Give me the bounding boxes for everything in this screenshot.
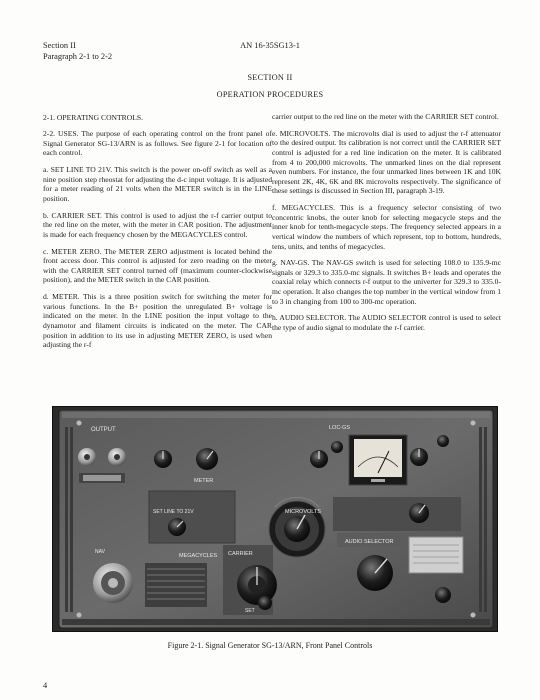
right-column (272, 112, 501, 340)
paragraph: e. MICROVOLTS. The microvolts dial is used to adjust the r-f attenuator to the desired output. Its calibration is not correct until the CARRIER SET control is adjusted for a red line indication on the meter. It is calibrated from 4 to 200,000 microvolts. The unmarked lines on the dial represent even numbers. For instance, the four unmarked lines between 1K and 10K represent 2K, 4K, 6K and 8K microvolts respectively. The significance of these settings is discussed in Section III, paragraph 3-19. (272, 128, 501, 196)
meter-zero-knob[interactable] (154, 450, 172, 468)
front-panel-photo (52, 406, 498, 632)
section-subtitle: OPERATION PROCEDURES (216, 90, 324, 99)
small-knob[interactable] (331, 441, 343, 453)
paragraph: b. CARRIER SET. This control is used to adjust the r-f carrier output to the red line on the meter, with the meter in CAR position. The adjustment is made for each frequency chosen by the MEGACYCLES control. (43, 210, 272, 239)
paragraph: 2-2. USES. The purpose of each operating control on the front panel of Signal Generator SG-13/ARN is as follows. See figure 2-1 for location of each control. (43, 129, 272, 158)
section-title: SECTION II (247, 73, 293, 82)
nav-gs-switch-knob[interactable] (310, 450, 328, 468)
paragraph: h. AUDIO SELECTOR. The AUDIO SELECTOR control is used to select the type of audio signal to modulate the r-f carrier. (272, 313, 501, 333)
header-paragraph: Paragraph 2-1 to 2-2 (43, 51, 113, 61)
microvolts-label: MICROVOLTS (285, 509, 321, 515)
page-number: 4 (43, 681, 48, 690)
set-line-label: SET LINE TO 21V (153, 509, 194, 515)
paragraph: carrier output to the red line on the meter with the CARRIER SET control. (272, 112, 499, 121)
carrier-set-knob[interactable] (258, 596, 272, 610)
paragraph: f. MEGACYCLES. This is a frequency selector consisting of two concentric knobs, the outer knob for selecting megacycle steps and the inner knob for tenth-megacycle steps. The frequency selected appears in a vertical window the numbers of which represent, top to bottom, hundreds, tens, units, and tenths of megacycles. (272, 203, 501, 251)
small-knob[interactable] (437, 435, 449, 447)
lower-vent-grille (145, 563, 207, 607)
header-section: Section II (43, 41, 76, 50)
output-label: OUTPUT (91, 427, 116, 433)
carrier-label: CARRIER (228, 551, 253, 557)
paragraph: 2-1. OPERATING CONTROLS. (43, 113, 143, 122)
meter-label: METER (194, 478, 214, 484)
nav-label: NAV (95, 549, 105, 555)
lower-right-knob[interactable] (435, 587, 451, 603)
tag-plate (409, 537, 463, 573)
front-panel-illustration (53, 407, 498, 632)
audio-selector-knob[interactable] (357, 555, 393, 591)
panel-meter (349, 435, 407, 485)
figure-caption: Figure 2-1. Signal Generator SG-13/ARN, Front Panel Controls (167, 641, 373, 650)
megacycles-knob[interactable] (237, 565, 277, 605)
paragraph: a. SET LINE TO 21V. This switch is the power on-off switch as well as a nine position step rheostat for adjusting the d-c input voltage. It is adjusted for a meter reading of 21 volts when the METER switch is in the LINE position. (43, 165, 272, 203)
audio-selector-label: AUDIO SELECTOR (345, 539, 394, 545)
document-number: AN 16-35SG13-1 (240, 41, 300, 50)
set-label: SET (245, 608, 255, 614)
selector-knob[interactable] (409, 503, 429, 523)
small-knob[interactable] (410, 448, 428, 466)
power-connector[interactable] (93, 563, 133, 603)
paragraph: g. NAV-GS. The NAV-GS switch is used for selecting 108.0 to 135.9-mc signals or 329.3 to 335.0-mc signals. It switches B+ leads and operates the coaxial relay which connects r-f output to the univerter for 329.3 to 335.0-mc operation. It also changes the top number in the vertical window from 1 to 3 in changing from 100 to 300-mc operation. (272, 258, 502, 306)
left-column (43, 113, 272, 357)
paragraph: c. METER ZERO. The METER ZERO adjustment is located behind the front access door. This control is adjusted for zero reading on the meter with the CARRIER SET control turned off (maximum counter-clockwise position), and the METER switch in the CAR position. (43, 246, 272, 285)
loc-gs-label: LOC-GS (329, 425, 351, 431)
megacycles-label: MEGACYCLES (179, 553, 218, 559)
set-line-knob[interactable] (168, 518, 186, 536)
meter-switch-knob[interactable] (196, 448, 218, 470)
paragraph: d. METER. This is a three position switch for switching the meter for various functions. In the B+ position the unregulated B+ voltage is indicated on the meter. In the LINE position the input voltage to the dynamotor and filament circuits is indicated on the meter. The CAR position in addition to its use in adjusting METER ZERO, is used when adjusting the r-f (43, 292, 272, 350)
